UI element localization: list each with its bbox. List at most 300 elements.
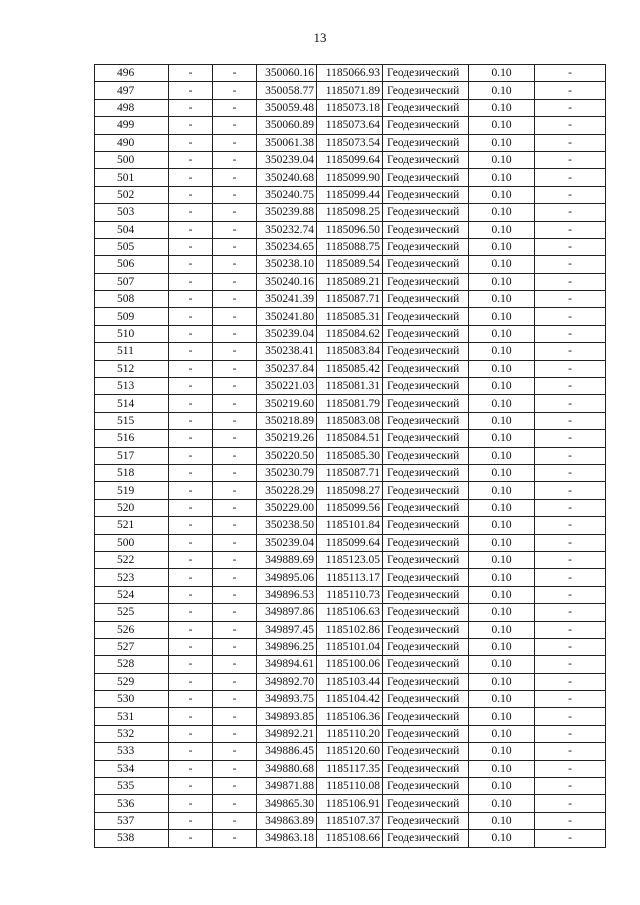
accuracy-cell: 0.10 (469, 830, 535, 847)
col2-cell: - (169, 830, 213, 847)
col2-cell: - (169, 273, 213, 290)
method-cell: Геодезический (383, 638, 469, 655)
point-number-cell: 521 (95, 517, 169, 534)
col3-cell: - (213, 812, 257, 829)
method-cell: Геодезический (383, 656, 469, 673)
description-cell: - (535, 638, 606, 655)
table-row (95, 534, 606, 551)
table-row (95, 204, 606, 221)
col3-cell: - (213, 464, 257, 481)
col2-cell: - (169, 708, 213, 725)
point-number-cell: 506 (95, 256, 169, 273)
x-coordinate-cell: 350238.10 (257, 256, 317, 273)
point-number-cell: 503 (95, 204, 169, 221)
col3-cell: - (213, 760, 257, 777)
method-cell: Геодезический (383, 291, 469, 308)
col2-cell: - (169, 134, 213, 151)
table-row (95, 325, 606, 342)
accuracy-cell: 0.10 (469, 673, 535, 690)
col2-cell: - (169, 673, 213, 690)
col3-cell: - (213, 673, 257, 690)
point-number-cell: 533 (95, 743, 169, 760)
table-row (95, 273, 606, 290)
method-cell: Геодезический (383, 778, 469, 795)
method-cell: Геодезический (383, 65, 469, 82)
point-number-cell: 504 (95, 221, 169, 238)
point-number-cell: 531 (95, 708, 169, 725)
col3-cell: - (213, 604, 257, 621)
point-number-cell: 523 (95, 569, 169, 586)
description-cell: - (535, 778, 606, 795)
y-coordinate-cell: 1185087.71 (317, 464, 383, 481)
col3-cell: - (213, 778, 257, 795)
method-cell: Геодезический (383, 204, 469, 221)
col3-cell: - (213, 656, 257, 673)
col2-cell: - (169, 117, 213, 134)
accuracy-cell: 0.10 (469, 186, 535, 203)
point-number-cell: 535 (95, 778, 169, 795)
col3-cell: - (213, 708, 257, 725)
point-number-cell: 530 (95, 691, 169, 708)
table-row (95, 708, 606, 725)
table-row (95, 778, 606, 795)
x-coordinate-cell: 350238.50 (257, 517, 317, 534)
col3-cell: - (213, 82, 257, 99)
coordinates-table (94, 64, 606, 848)
method-cell: Геодезический (383, 725, 469, 742)
point-number-cell: 520 (95, 499, 169, 516)
col2-cell: - (169, 621, 213, 638)
description-cell: - (535, 117, 606, 134)
x-coordinate-cell: 350239.04 (257, 534, 317, 551)
point-number-cell: 502 (95, 186, 169, 203)
method-cell: Геодезический (383, 238, 469, 255)
x-coordinate-cell: 350228.29 (257, 482, 317, 499)
method-cell: Геодезический (383, 830, 469, 847)
description-cell: - (535, 673, 606, 690)
method-cell: Геодезический (383, 795, 469, 812)
method-cell: Геодезический (383, 691, 469, 708)
col3-cell: - (213, 308, 257, 325)
col3-cell: - (213, 360, 257, 377)
accuracy-cell: 0.10 (469, 291, 535, 308)
accuracy-cell: 0.10 (469, 812, 535, 829)
col3-cell: - (213, 534, 257, 551)
x-coordinate-cell: 350240.68 (257, 169, 317, 186)
col2-cell: - (169, 482, 213, 499)
col2-cell: - (169, 534, 213, 551)
y-coordinate-cell: 1185102.86 (317, 621, 383, 638)
table-row (95, 673, 606, 690)
description-cell: - (535, 499, 606, 516)
method-cell: Геодезический (383, 325, 469, 342)
description-cell: - (535, 82, 606, 99)
col2-cell: - (169, 586, 213, 603)
point-number-cell: 499 (95, 117, 169, 134)
accuracy-cell: 0.10 (469, 273, 535, 290)
table-row (95, 482, 606, 499)
description-cell: - (535, 291, 606, 308)
x-coordinate-cell: 349863.89 (257, 812, 317, 829)
col3-cell: - (213, 395, 257, 412)
y-coordinate-cell: 1185083.84 (317, 343, 383, 360)
table-row (95, 291, 606, 308)
method-cell: Геодезический (383, 534, 469, 551)
method-cell: Геодезический (383, 360, 469, 377)
description-cell: - (535, 656, 606, 673)
method-cell: Геодезический (383, 708, 469, 725)
description-cell: - (535, 830, 606, 847)
accuracy-cell: 0.10 (469, 778, 535, 795)
col2-cell: - (169, 691, 213, 708)
y-coordinate-cell: 1185110.73 (317, 586, 383, 603)
col3-cell: - (213, 412, 257, 429)
x-coordinate-cell: 349897.45 (257, 621, 317, 638)
accuracy-cell: 0.10 (469, 221, 535, 238)
x-coordinate-cell: 350058.77 (257, 82, 317, 99)
table-row (95, 656, 606, 673)
point-number-cell: 498 (95, 99, 169, 116)
accuracy-cell: 0.10 (469, 586, 535, 603)
x-coordinate-cell: 349880.68 (257, 760, 317, 777)
accuracy-cell: 0.10 (469, 795, 535, 812)
description-cell: - (535, 604, 606, 621)
x-coordinate-cell: 349893.75 (257, 691, 317, 708)
description-cell: - (535, 343, 606, 360)
table-row (95, 360, 606, 377)
y-coordinate-cell: 1185106.36 (317, 708, 383, 725)
x-coordinate-cell: 350239.88 (257, 204, 317, 221)
x-coordinate-cell: 349896.25 (257, 638, 317, 655)
table-row (95, 638, 606, 655)
x-coordinate-cell: 350240.75 (257, 186, 317, 203)
table-row (95, 256, 606, 273)
col3-cell: - (213, 482, 257, 499)
y-coordinate-cell: 1185101.04 (317, 638, 383, 655)
accuracy-cell: 0.10 (469, 308, 535, 325)
table-row (95, 169, 606, 186)
table-row (95, 621, 606, 638)
y-coordinate-cell: 1185096.50 (317, 221, 383, 238)
x-coordinate-cell: 350060.16 (257, 65, 317, 82)
y-coordinate-cell: 1185085.31 (317, 308, 383, 325)
description-cell: - (535, 447, 606, 464)
col3-cell: - (213, 830, 257, 847)
accuracy-cell: 0.10 (469, 482, 535, 499)
col2-cell: - (169, 604, 213, 621)
col2-cell: - (169, 447, 213, 464)
y-coordinate-cell: 1185108.66 (317, 830, 383, 847)
method-cell: Геодезический (383, 812, 469, 829)
col3-cell: - (213, 65, 257, 82)
table-row (95, 430, 606, 447)
description-cell: - (535, 760, 606, 777)
description-cell: - (535, 795, 606, 812)
table-row (95, 186, 606, 203)
point-number-cell: 509 (95, 308, 169, 325)
col2-cell: - (169, 499, 213, 516)
accuracy-cell: 0.10 (469, 395, 535, 412)
x-coordinate-cell: 349893.85 (257, 708, 317, 725)
point-number-cell: 500 (95, 151, 169, 168)
col3-cell: - (213, 204, 257, 221)
col2-cell: - (169, 343, 213, 360)
y-coordinate-cell: 1185073.54 (317, 134, 383, 151)
table-row (95, 743, 606, 760)
x-coordinate-cell: 350238.41 (257, 343, 317, 360)
method-cell: Геодезический (383, 673, 469, 690)
x-coordinate-cell: 350061.38 (257, 134, 317, 151)
accuracy-cell: 0.10 (469, 656, 535, 673)
y-coordinate-cell: 1185089.54 (317, 256, 383, 273)
x-coordinate-cell: 350241.39 (257, 291, 317, 308)
description-cell: - (535, 186, 606, 203)
col3-cell: - (213, 638, 257, 655)
method-cell: Геодезический (383, 743, 469, 760)
accuracy-cell: 0.10 (469, 534, 535, 551)
table-row (95, 343, 606, 360)
y-coordinate-cell: 1185101.84 (317, 517, 383, 534)
point-number-cell: 525 (95, 604, 169, 621)
y-coordinate-cell: 1185113.17 (317, 569, 383, 586)
y-coordinate-cell: 1185098.25 (317, 204, 383, 221)
description-cell: - (535, 586, 606, 603)
description-cell: - (535, 204, 606, 221)
table-row (95, 65, 606, 82)
accuracy-cell: 0.10 (469, 134, 535, 151)
page-number: 13 (313, 30, 327, 45)
y-coordinate-cell: 1185081.79 (317, 395, 383, 412)
accuracy-cell: 0.10 (469, 378, 535, 395)
accuracy-cell: 0.10 (469, 604, 535, 621)
method-cell: Геодезический (383, 499, 469, 516)
col2-cell: - (169, 551, 213, 568)
accuracy-cell: 0.10 (469, 621, 535, 638)
accuracy-cell: 0.10 (469, 82, 535, 99)
col3-cell: - (213, 725, 257, 742)
y-coordinate-cell: 1185084.62 (317, 325, 383, 342)
method-cell: Геодезический (383, 430, 469, 447)
y-coordinate-cell: 1185099.56 (317, 499, 383, 516)
table-row (95, 99, 606, 116)
col2-cell: - (169, 325, 213, 342)
method-cell: Геодезический (383, 308, 469, 325)
y-coordinate-cell: 1185099.90 (317, 169, 383, 186)
table-row (95, 725, 606, 742)
point-number-cell: 532 (95, 725, 169, 742)
description-cell: - (535, 430, 606, 447)
col3-cell: - (213, 273, 257, 290)
description-cell: - (535, 238, 606, 255)
x-coordinate-cell: 349865.30 (257, 795, 317, 812)
table-row (95, 795, 606, 812)
x-coordinate-cell: 350230.79 (257, 464, 317, 481)
y-coordinate-cell: 1185100.06 (317, 656, 383, 673)
method-cell: Геодезический (383, 551, 469, 568)
x-coordinate-cell: 349886.45 (257, 743, 317, 760)
table-row (95, 464, 606, 481)
method-cell: Геодезический (383, 621, 469, 638)
point-number-cell: 534 (95, 760, 169, 777)
x-coordinate-cell: 349897.86 (257, 604, 317, 621)
col3-cell: - (213, 134, 257, 151)
col3-cell: - (213, 499, 257, 516)
col2-cell: - (169, 569, 213, 586)
point-number-cell: 508 (95, 291, 169, 308)
accuracy-cell: 0.10 (469, 343, 535, 360)
accuracy-cell: 0.10 (469, 169, 535, 186)
method-cell: Геодезический (383, 99, 469, 116)
accuracy-cell: 0.10 (469, 430, 535, 447)
point-number-cell: 497 (95, 82, 169, 99)
col2-cell: - (169, 517, 213, 534)
col2-cell: - (169, 65, 213, 82)
description-cell: - (535, 621, 606, 638)
col3-cell: - (213, 151, 257, 168)
accuracy-cell: 0.10 (469, 569, 535, 586)
col3-cell: - (213, 447, 257, 464)
col3-cell: - (213, 238, 257, 255)
col3-cell: - (213, 691, 257, 708)
x-coordinate-cell: 350220.50 (257, 447, 317, 464)
x-coordinate-cell: 350232.74 (257, 221, 317, 238)
description-cell: - (535, 99, 606, 116)
x-coordinate-cell: 350059.48 (257, 99, 317, 116)
point-number-cell: 516 (95, 430, 169, 447)
col3-cell: - (213, 343, 257, 360)
col3-cell: - (213, 291, 257, 308)
method-cell: Геодезический (383, 412, 469, 429)
y-coordinate-cell: 1185085.42 (317, 360, 383, 377)
y-coordinate-cell: 1185099.44 (317, 186, 383, 203)
description-cell: - (535, 325, 606, 342)
x-coordinate-cell: 349892.21 (257, 725, 317, 742)
accuracy-cell: 0.10 (469, 464, 535, 481)
col2-cell: - (169, 308, 213, 325)
method-cell: Геодезический (383, 82, 469, 99)
description-cell: - (535, 743, 606, 760)
accuracy-cell: 0.10 (469, 204, 535, 221)
method-cell: Геодезический (383, 395, 469, 412)
x-coordinate-cell: 350239.04 (257, 151, 317, 168)
y-coordinate-cell: 1185099.64 (317, 534, 383, 551)
x-coordinate-cell: 349895.06 (257, 569, 317, 586)
col2-cell: - (169, 778, 213, 795)
point-number-cell: 514 (95, 395, 169, 412)
method-cell: Геодезический (383, 482, 469, 499)
col2-cell: - (169, 412, 213, 429)
method-cell: Геодезический (383, 256, 469, 273)
col3-cell: - (213, 378, 257, 395)
y-coordinate-cell: 1185073.64 (317, 117, 383, 134)
accuracy-cell: 0.10 (469, 360, 535, 377)
point-number-cell: 501 (95, 169, 169, 186)
table-row (95, 378, 606, 395)
table-row (95, 395, 606, 412)
col3-cell: - (213, 117, 257, 134)
col2-cell: - (169, 151, 213, 168)
y-coordinate-cell: 1185081.31 (317, 378, 383, 395)
point-number-cell: 529 (95, 673, 169, 690)
accuracy-cell: 0.10 (469, 708, 535, 725)
table-row (95, 691, 606, 708)
method-cell: Геодезический (383, 117, 469, 134)
accuracy-cell: 0.10 (469, 99, 535, 116)
table-row (95, 308, 606, 325)
description-cell: - (535, 395, 606, 412)
description-cell: - (535, 551, 606, 568)
col2-cell: - (169, 725, 213, 742)
method-cell: Геодезический (383, 517, 469, 534)
accuracy-cell: 0.10 (469, 238, 535, 255)
method-cell: Геодезический (383, 186, 469, 203)
description-cell: - (535, 134, 606, 151)
description-cell: - (535, 378, 606, 395)
table-row (95, 134, 606, 151)
table-row (95, 221, 606, 238)
method-cell: Геодезический (383, 343, 469, 360)
col2-cell: - (169, 99, 213, 116)
y-coordinate-cell: 1185120.60 (317, 743, 383, 760)
description-cell: - (535, 169, 606, 186)
table-row (95, 517, 606, 534)
col3-cell: - (213, 569, 257, 586)
col3-cell: - (213, 169, 257, 186)
description-cell: - (535, 691, 606, 708)
point-number-cell: 500 (95, 534, 169, 551)
col3-cell: - (213, 99, 257, 116)
table-body (95, 65, 606, 848)
table-row (95, 830, 606, 847)
y-coordinate-cell: 1185123.05 (317, 551, 383, 568)
x-coordinate-cell: 350221.03 (257, 378, 317, 395)
x-coordinate-cell: 350240.16 (257, 273, 317, 290)
point-number-cell: 515 (95, 412, 169, 429)
col3-cell: - (213, 586, 257, 603)
table-row (95, 586, 606, 603)
point-number-cell: 524 (95, 586, 169, 603)
x-coordinate-cell: 349894.61 (257, 656, 317, 673)
description-cell: - (535, 464, 606, 481)
description-cell: - (535, 534, 606, 551)
description-cell: - (535, 221, 606, 238)
table-row (95, 447, 606, 464)
accuracy-cell: 0.10 (469, 517, 535, 534)
method-cell: Геодезический (383, 760, 469, 777)
col3-cell: - (213, 186, 257, 203)
y-coordinate-cell: 1185103.44 (317, 673, 383, 690)
accuracy-cell: 0.10 (469, 551, 535, 568)
description-cell: - (535, 151, 606, 168)
point-number-cell: 538 (95, 830, 169, 847)
col2-cell: - (169, 169, 213, 186)
accuracy-cell: 0.10 (469, 760, 535, 777)
x-coordinate-cell: 350241.80 (257, 308, 317, 325)
table-row (95, 499, 606, 516)
table-row (95, 412, 606, 429)
description-cell: - (535, 812, 606, 829)
x-coordinate-cell: 350218.89 (257, 412, 317, 429)
description-cell: - (535, 412, 606, 429)
description-cell: - (535, 517, 606, 534)
point-number-cell: 513 (95, 378, 169, 395)
x-coordinate-cell: 350234.65 (257, 238, 317, 255)
col2-cell: - (169, 378, 213, 395)
col3-cell: - (213, 795, 257, 812)
col2-cell: - (169, 360, 213, 377)
point-number-cell: 510 (95, 325, 169, 342)
x-coordinate-cell: 350219.26 (257, 430, 317, 447)
